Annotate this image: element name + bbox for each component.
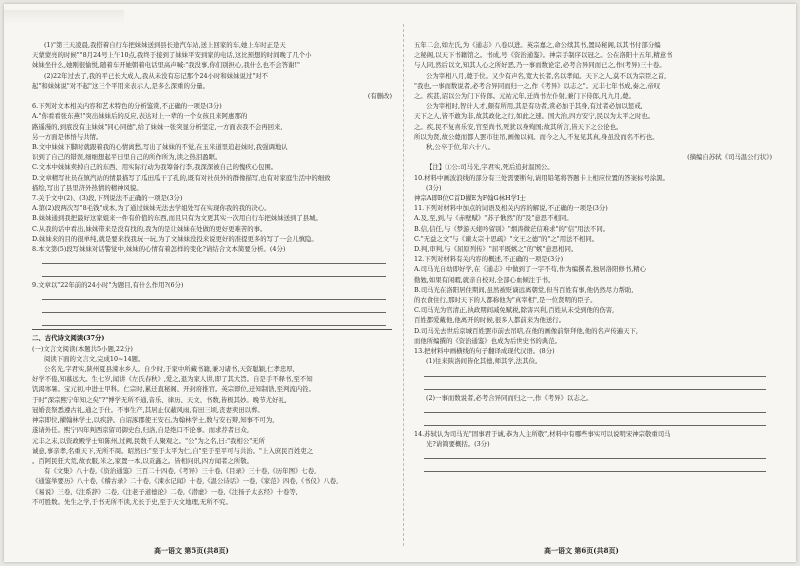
text-line: 公为宰相时,智计人才,颇有所用,其是有功者,赏必加于其身,有过者必加以惩戒, (426, 102, 643, 111)
text-line: (有删改) (367, 92, 392, 101)
text-line: C.从我的话中看出,妹妹带来是没有找的,我为的是让妹妹在处做的更好更难苦的事。 (32, 224, 267, 233)
text-line: 所以为贤,故公薨而都人罢市往吊,画像以祠。而今之人,不复见其真,身虽没而名不朽也。 (414, 132, 659, 141)
text-line: 路遥漫的,到底没有主妹妹"同心同德",给了妹妹一张突显分析坚定,一方面表我不会再回来, (32, 122, 283, 131)
text-line: D.妹妹来的目的很单纯,就是要来找我玩一玩,为了文妹妹没投来说更好的准提更多的写了一会儿慎隐。 (32, 234, 318, 243)
text-line: 10.材料中画波浪线的部分有三处需要断句,请用铅笔将答题卡上相应位置的答案标号涂黑。 (414, 173, 670, 182)
text-line: 天蒙蒙亮的时候""8月24号上午10点,我终于接到了妹妹平安到家的电话,这比预想的时间晚了几个小 (32, 51, 312, 60)
text-line: 诚意,事亲孝,名重天下,无所不周。昭然曰:"至于太平为仁,自"至于至平可与共治。"上入庶民百姓吏之 (32, 446, 314, 455)
text-line: C.文本中妹妹卖掉自己的东西、用实际行动为我筹备行李,我深深被自己的愧疚心包围。 (32, 163, 278, 172)
text-line: 神宗A即B位C首D擢E为F翰G林H学I士 (414, 194, 526, 203)
text-line: A.及,至,到,与《赤壁赋》"苏子愀然"的"及"意思不相同。 (414, 214, 573, 223)
text-line: 遂请外任。熙宁四年判西京留司御史台,归洛,自是绝口不论事。而求荐者日众, (32, 426, 249, 435)
text-line: 光?请简要概括。(3分) (426, 439, 490, 448)
text-line: B.文中妹妹下脚时就跟着我的心情离愁,写出了妹妹的不觉,在玉米道里追赶妹时,我强调地认 (32, 143, 288, 152)
text-line: 《易说》三卷,《注系辞》二卷,《注老子道德论》二卷,《潜虚》一卷,《注扬子太玄经》十卷等, (32, 487, 298, 496)
right-page (414, 40, 772, 544)
answer-line (42, 267, 386, 277)
text-line: 神宗即位,擢翰林学士,以疾辞。自诏涿郡使王安石,为翰林学士,数与安石辩,知事不可为, (32, 416, 275, 425)
answer-line (424, 403, 766, 413)
text-line: 之。疾,民不复喜乐安,官至尚书,死犹以身殉国;故其所言,皆天下之公论也。 (414, 122, 623, 131)
text-line: 之秘阁,以天下书籍馆之。书成,号《资治通鉴》。神宗手制序以冠之。公在洛阳十五年,精意书 (414, 51, 673, 60)
right-page-footer: 高一语文 第6页(共8页) (544, 546, 619, 555)
scan-shadow (4, 10, 124, 24)
text-line: D.文章精写社员在镇汽站的情景描写了瓜田瓜干了孔的,既有对社员外的群像描写,也有对家庭生活中的细致 (32, 173, 331, 182)
text-line: 五年二会,如左氏,为《通志》八卷以进。英宗嘉之,命公续其书,置局秘阁,以其书付部分编 (414, 41, 661, 49)
text-line: 识到了自己的错误,细细想起平日里自己的所作所为,读之热泪盈眶。 (32, 153, 222, 162)
answer-line (424, 367, 766, 377)
text-line: 11.下列对材料中加点的词语及相关内容的解说,不正确的一项是(3分) (414, 204, 608, 213)
text-line: 公为宰相八月,薨于位。又少有声名,宽大长者,名以孝闻。天下之人,莫不以为宗臣之首, (426, 71, 667, 80)
text-line: 13.把材料中画横线的句子翻译成现代汉语。(8分) (414, 347, 555, 356)
text-line: 天下之人,皆不敢为非,故其政化之行,如此之速。国大治,四方安宁,民以为太平之时也。 (414, 112, 655, 121)
text-line: B.信,信任,与《梦游天姥吟留别》"烟涛微茫信难求"的"信"用法不同。 (414, 224, 610, 233)
text-line: "我也,一事而数说者,必考合异同而归一之,作《考异》以志之"。元丰七年书成,奏之,帝叹 (414, 81, 661, 90)
text-line: (摘编自苏轼《司马温公行状》) (687, 153, 772, 162)
text-line: 妹妹坐什么,她刚很愉悦,随着车开她朝着电话里高声喊:"我没事,你们别担心,我什么也不会答谢!" (32, 61, 300, 70)
text-line: 好学不倦,知慕远大。生七岁,闻讲《左氏春秋》,爱之,退为家人讲,即了其大旨。自是手不释书,至不知 (32, 375, 313, 384)
text-line: 【注】①公:司马光,字君实,死后追封温国公。 (426, 163, 554, 172)
exam-sheet (4, 4, 796, 562)
page-divider (403, 24, 404, 546)
text-line: (1)往来陕洛间皆化其德,师其学,法其俭。 (426, 357, 542, 366)
text-line: 冠婚丧祭悉遵古礼,通之于仕。不事生产,其居止仅蔽风雨,有田三顷,丧妻卖田以葬。 (32, 405, 264, 414)
section-divider (32, 329, 392, 330)
answer-line (424, 462, 766, 472)
text-line: D.司马光去世后京城百姓罢市前去吊唁,在他的画像前祭拜他,他的名声传遍天下, (414, 326, 638, 335)
text-line: (3分) (426, 183, 442, 192)
answer-line (424, 449, 766, 459)
text-line: 另一方面是体悟与共情。 (32, 132, 103, 141)
text-line: 8.本文第(5)段写妹妹对话警觉中,妹妹的心情有着怎样的变化?请结合文本简要分析。(4分) (32, 245, 286, 254)
text-line: 描绘,写出了县里济外热情的精神风貌。 (32, 183, 143, 192)
text-line: 有《文集》八十卷,《资治通鉴》三百二十四卷,《考异》三十卷,《目录》三十卷,《历年图》七卷, (44, 467, 317, 476)
text-line: 饥渴寒暑。宝元初,中进士甲科。仁宗时,累迁直秘阁、开封府推官。英宗即位,迁知制诰,至判流内铨。 (32, 385, 315, 394)
left-page-footer: 高一语文 第5页(共8页) (154, 546, 229, 555)
text-line: 阅读下面的文言文,完成10~14题。 (44, 354, 145, 363)
text-line: D.判,审判,与《屈原列传》"屈平既嫉之"的"嫉"意思相同。 (414, 245, 578, 254)
text-line: C.司马光为官清正,执政期间减免赋税,除害兴利,百姓从未受到他的伤害, (414, 306, 615, 315)
text-line: 《通鉴举要历》八十卷,《稽古录》二十卷,《涑水记闻》十卷,《温公诗话》一卷,《家范》四卷,《书仪》八卷, (32, 477, 339, 486)
answer-line (42, 316, 386, 326)
text-line: A.第(2)段两次写"8毛钱"成本,为了通过妹妹无法去学姐处写在实现你我的我的决心。 (32, 204, 271, 213)
answer-line (42, 303, 386, 313)
text-line: (一)文言文阅读(本题共5小题,22分) (32, 344, 133, 353)
text-line: (1)"第三天凌晨,我搭着自行车把妹妹送到县长途汽车站,送上回家的车,她上车时正是天 (44, 41, 286, 49)
text-line: B.妹妹通到我把最好这家姐来一件有价值的东西,而且只有为文更其实一次用自行车把妹妹送到了县城。 (32, 214, 322, 223)
text-line: 百姓都爱戴他,他离开的时候,很多人都前来为他送行。 (414, 316, 566, 325)
text-line: 公名光,字君实,陕州夏县涑水乡人。自少时,于家中所藏书籍,兼习诸书,天资聪颖,仁孝忠厚, (44, 365, 295, 374)
text-line: 秋,公卒于位,年六十八。 (426, 143, 494, 152)
text-line: C."无益之文"与《谏太宗十思疏》"文王之德"的"之"用法不相同。 (414, 234, 599, 243)
text-line: 的衣食住行,那时天下的人都称他为"真宰相",是一位贤明的臣子。 (414, 296, 597, 305)
left-page (32, 40, 392, 544)
text-line: A.司马光自幼即好学,在《通志》中做到了一字不苟,作为编撰者,独居洛阳修书,精心 (414, 265, 647, 274)
text-line: 6.下列对文本相关内容和艺术特色的分析鉴赏,不正确的一项是(3分) (32, 102, 222, 111)
answer-line (42, 290, 386, 300)
answer-line (424, 416, 766, 426)
text-line: 12.下列对材料有关内容的概述,不正确的一项是(3分) (414, 255, 564, 264)
text-line: 元丰之末,以资政殿学士知陈州,过阙,民数千人聚观之。"公"为之名,曰:"我相公"无所 (32, 436, 265, 445)
text-line: 于时"深宗熙宁年知之矣"?"博学无所不通,音乐、律历、天文、书数,皆极其妙。晚节尤好礼, (32, 395, 287, 404)
text-line: 起"和妹妹说"对不起"这三个平用来表示人,是多么深重的分量。 (32, 81, 210, 90)
text-line: 与人同,然后以文,知其人心之所好恶,乃一事而数论定,必考合异同而已之,作(考异)三十卷。 (414, 61, 666, 70)
text-line: 。百阿民狂大荒,故衣服,米之,家置一本,以贡鑫之。皆相问讯,四方闻者之所敬。 (32, 456, 254, 465)
section-heading: 二、古代诗文阅读(37分) (32, 334, 105, 343)
text-line: 9.文章以"22年前的24小时"为题目,有什么作用?(6分) (32, 281, 184, 290)
answer-line (424, 380, 766, 390)
text-line: B.司马光在洛阳居住期间,虽然被贬谪远离朝堂,但当百姓有事,他仍然尽力帮助, (414, 285, 634, 294)
text-line: A."你看看张东燕!"突出妹妹后的反应,表达对上一辈的一个女孩且来阿惠那的 (32, 112, 248, 121)
text-line: (2)22年过去了,我的平已长大成人,我从未没有忘记那个24小时和妹妹说过"对不 (44, 71, 269, 80)
text-line: 14.苏轼认为司马光"固事君于诚,恭为人主所敬",材料中有哪些事实可以说明宋神宗敬重司马 (414, 429, 671, 438)
answer-line (42, 254, 386, 264)
text-line: 不可胜数。先生之学,于书无所不读,尤长于史,至于天文地理,无所不究。 (32, 497, 232, 506)
text-line: (2)一事而数说者,必考合异同而归之一,作《考异》以志之。 (426, 393, 593, 402)
text-line: 之。疾甚,诏以公为门下侍郎。元祐元年,迁尚书左仆射,兼门下侍郎,凡九月,薨。 (414, 92, 636, 101)
text-line: 7.关于文中(2)、(3)段,下列说法不正确的一项是(3分) (32, 194, 183, 203)
text-line: 而他所编撰的《资治通鉴》也成为后世史书的典范。 (414, 336, 561, 345)
text-line: 勤勉,如果有闲暇,就亲自校对,全部心血倾注于书。 (414, 275, 555, 284)
